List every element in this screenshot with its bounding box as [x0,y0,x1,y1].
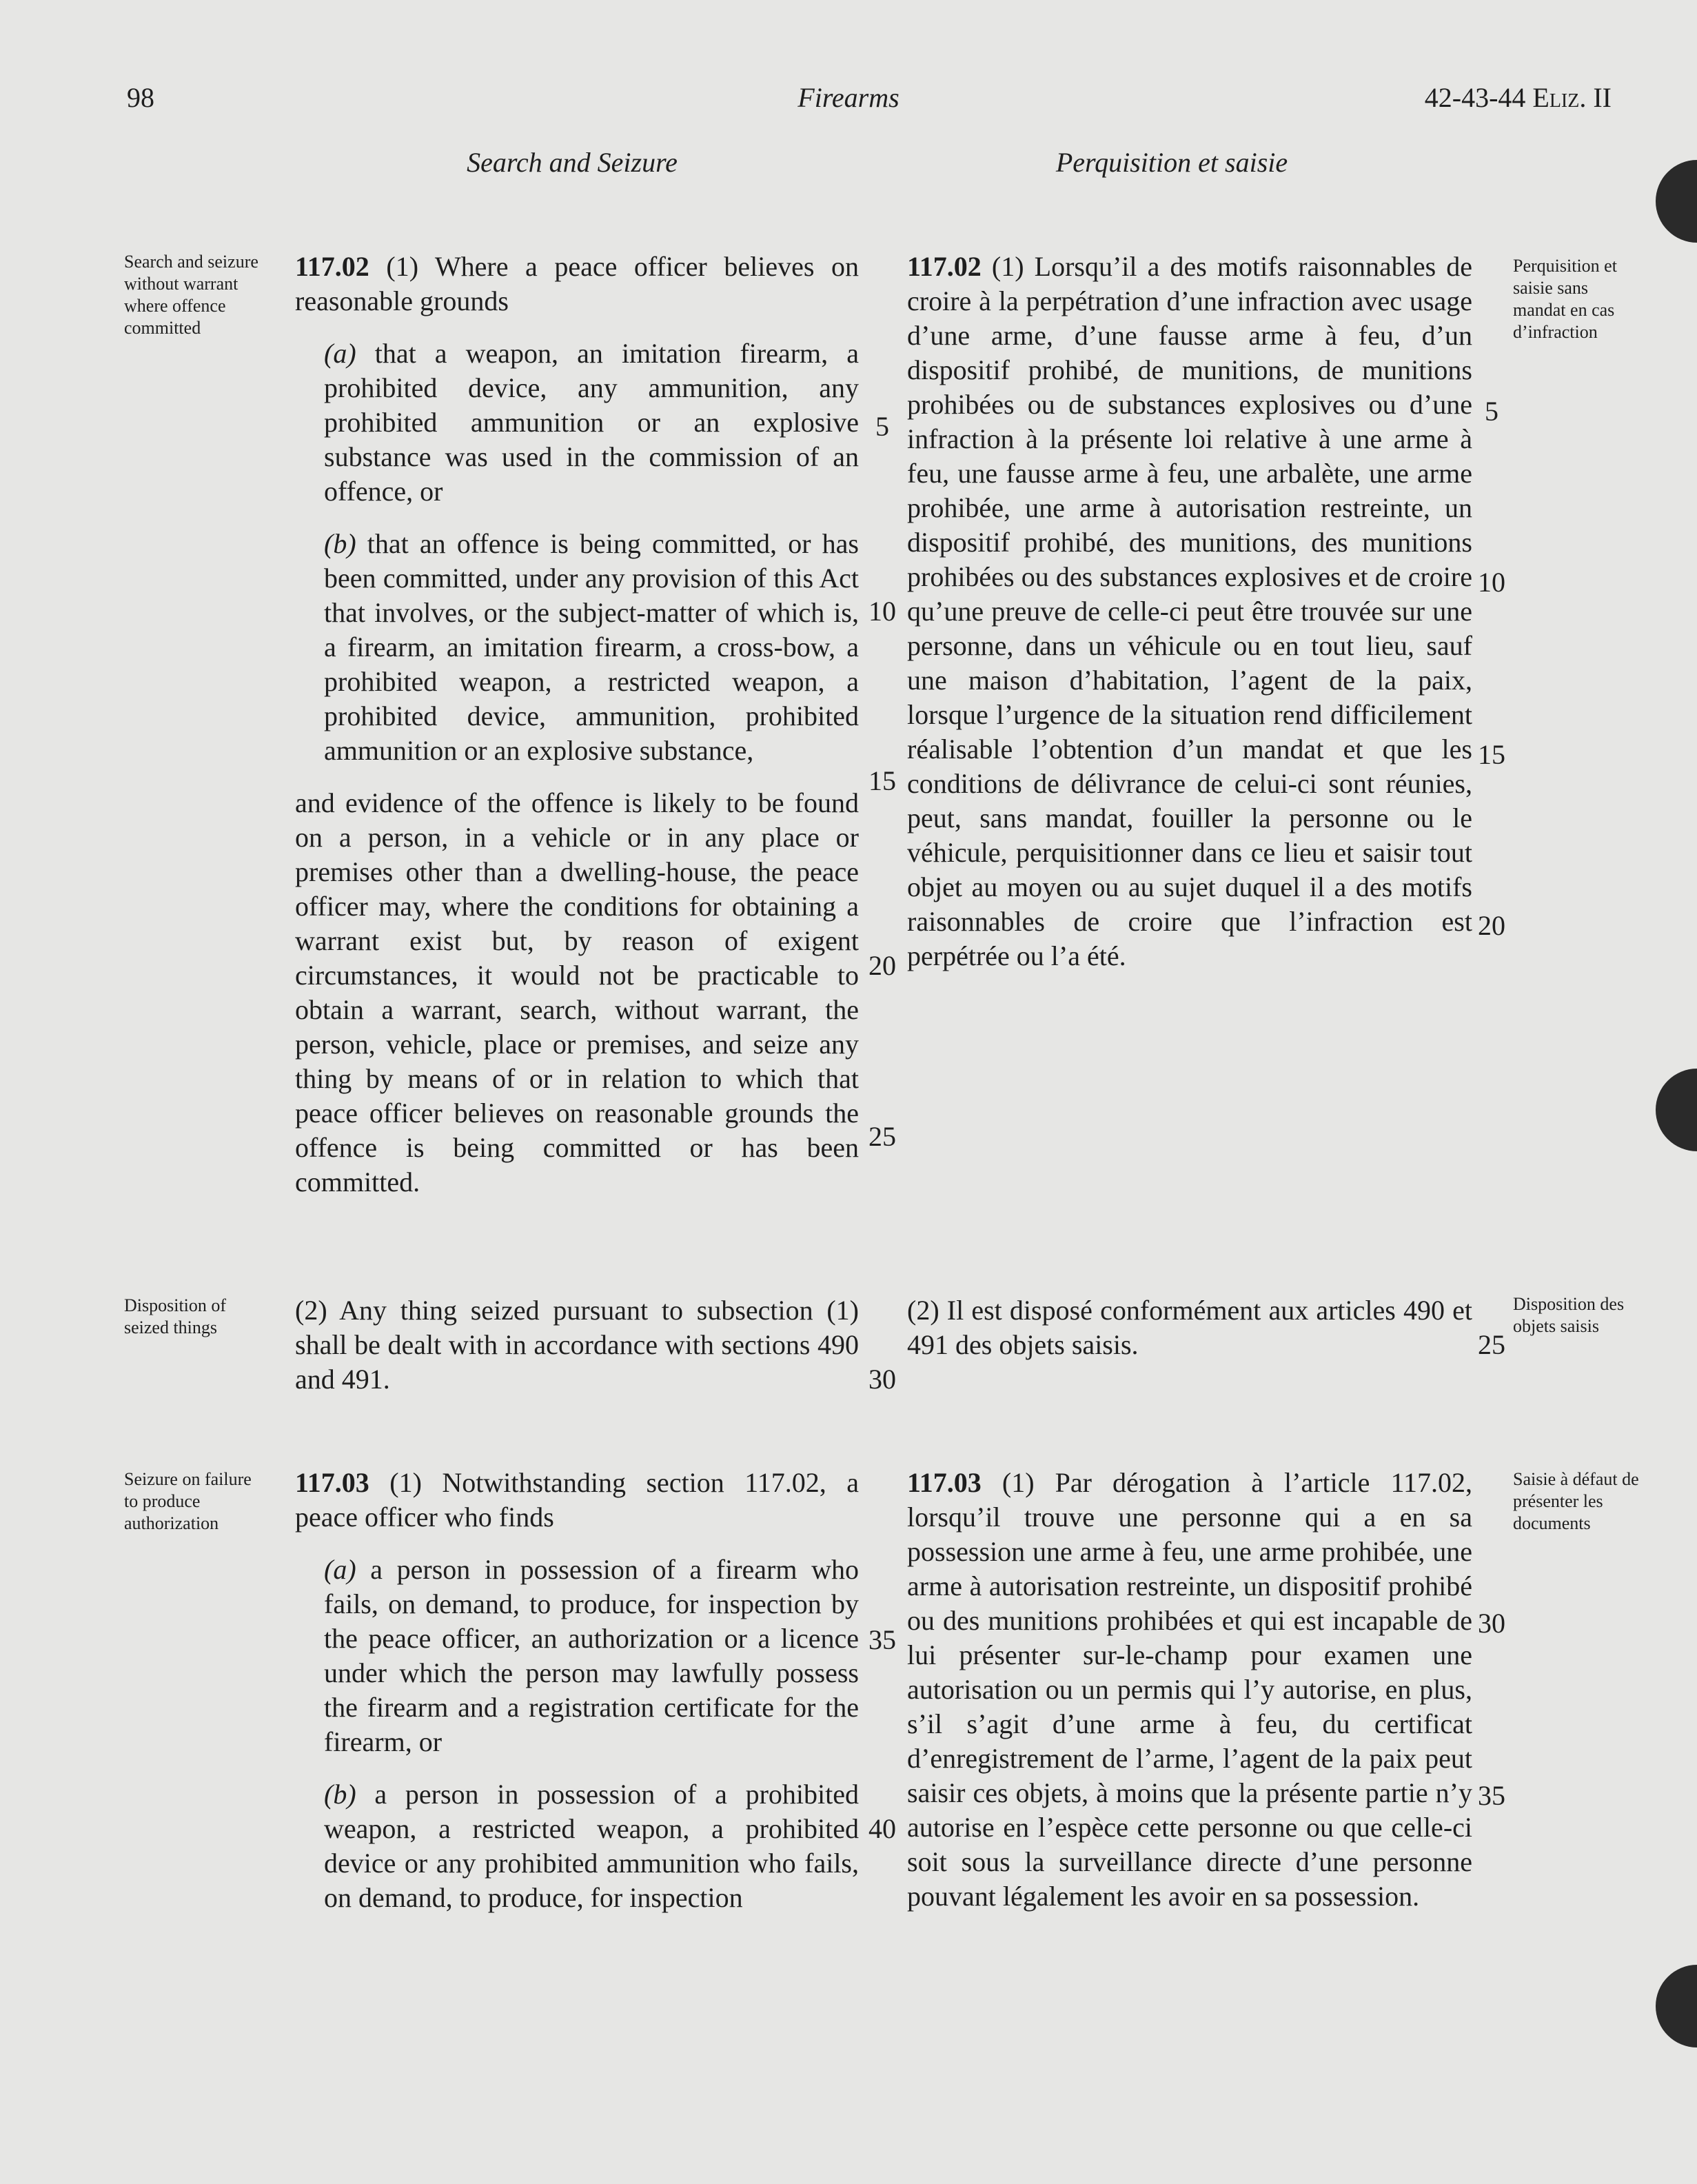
marginal-note-search-without-warrant: Search and seizure without warrant where offence committed [124,252,258,338]
binder-hole [1656,160,1697,243]
binder-hole [1656,1965,1697,2048]
french-section-117-02: 117.02 (1) Lorsqu’il a des motifs raisonnables de croire à la perpétration d’une infraction avec usage d’une arme, d’une fausse arme à feu, d’un dispositif prohibé, de munitions, de munitions prohibées ou de substances explosives ou d’une infraction à la présente loi relative à une arme à feu, une fausse arme à feu, une arbalète, une arme prohibée, une arme à autorisation restreinte, un dispositif prohibé, des munitions, des munitions prohibées ou des substances explosives et de croire qu’une preuve de celle-ci peut être trouvée sur une personne, dans un véhicule ou en tout lieu, sauf une maison d’habitation, l’agent de la paix, lorsque l’urgence de la situation rend difficilement réalisable l’obtention d’un mandat et que les conditions de délivrance de celui-ci sont réunies, peut, sans mandat, fouiller la personne ou le véhicule, perquisitionner dans ce lieu et saisir tout objet au moyen ou au sujet duquel il a des motifs raisonnables de croire que l’infraction est perpétrée ou l’a été. [907,251,1472,971]
english-section-117-02-2: (2) Any thing seized pursuant to subsection (1) shall be dealt with in accordance with sections 490 and 491. [295,1295,859,1395]
marginal-note-disposition-fr: Disposition des objets saisis [1513,1294,1625,1336]
binder-hole [1656,1069,1697,1151]
line-number: 40 [868,1813,896,1844]
section-intro: 117.03 (1) Notwithstanding section 117.02, a peace officer who finds [295,1467,859,1533]
line-number: 25 [868,1121,896,1152]
section-intro: 117.02 (1) Where a peace officer believes on reasonable grounds [295,251,859,316]
line-number: 5 [1485,396,1498,427]
paragraph-a: (a) a person in possession of a firearm who fails, on demand, to produce, for inspection by the peace officer, an authorization or a licence under which the person may lawfully possess the firearm and a registration certificate for the firearm, or [324,1554,859,1757]
marginal-note-saisie: Saisie à défaut de présenter les documents [1513,1469,1639,1533]
line-number: 10 [1478,567,1505,598]
page-number: 98 [127,82,154,113]
french-section-117-02-2: (2) Il est disposé conformément aux articles 490 et 491 des objets saisis. [907,1295,1472,1360]
paragraph-b: (b) a person in possession of a prohibited weapon, a restricted weapon, a prohibited device or any prohibited ammunition who fails, on demand, to produce, for inspection [324,1779,859,1913]
french-subtitle: Perquisition et saisie [1055,147,1288,178]
paragraph-a: (a) that a weapon, an imitation firearm, a prohibited device, any ammunition, any prohibited ammunition or an explosive substance was used in the commission of an offence, or [324,338,859,507]
marginal-note-perquisition: Perquisition et saisie sans mandat en cas d’infraction [1513,256,1617,342]
marginal-note-seizure-on-failure: Seizure on failure to produce authorization [124,1469,252,1533]
line-number: 35 [1478,1780,1505,1811]
paragraph-b: (b) that an offence is being committed, or has been committed, under any provision of this Act that involves, or the subject-matter of which is, a firearm, an imitation firearm, a cross-bow, a prohibited weapon, a restricted weapon, a prohibited device, ammunition, prohibited ammunition or an explosive substance, [324,528,859,766]
line-number: 35 [868,1624,896,1655]
section-tail: and evidence of the offence is likely to be found on a person, in a vehicle or in any place or premises other than a dwelling-house, the peace officer may, where the conditions for obtaining a warrant exist but, by reason of exigent circumstances, it would not be practicable to obtain a warrant, search, without warrant, the person, vehicle, place or premises, and seize any thing by means of or in relation to which that peace officer believes on reasonable grounds the offence is being committed or has been committed. [295,787,859,1197]
english-subtitle: Search and Seizure [467,147,678,178]
line-number: 5 [875,411,889,442]
regnal-year: 42-43-44 Eliz. II [1424,82,1612,113]
line-number: 25 [1478,1329,1505,1360]
line-number: 10 [868,596,896,627]
page-title: Firearms [797,82,900,113]
line-number: 15 [868,765,896,796]
english-section-117-03 [295,1466,859,1915]
line-number: 30 [868,1364,896,1395]
line-number: 20 [868,950,896,981]
english-section-117-02 [295,250,859,1200]
line-number: 20 [1478,910,1505,941]
line-number: 15 [1478,739,1505,770]
french-section-117-03: 117.03 (1) Par dérogation à l’article 117.02, lorsqu’il trouve une personne qui a en sa possession une arme à feu, une arme prohibée, une arme à autorisation restreinte, un dispositif prohibé ou des munitions prohibées et qui est incapable de lui présenter sur-le-champ pour examen une autorisation ou un permis qui l’y autorise, en plus, s’il s’agit d’une arme à feu, du certificat d’enregistrement de l’arme, l’agent de la paix peut saisir ces objets, à moins que la présente partie n’y autorise en l’espèce cette personne ou que celle-ci soit sous la surveillance directe d’une personne pouvant légalement les avoir en sa possession. [907,1467,1472,1912]
line-number: 30 [1478,1608,1505,1639]
marginal-note-disposition: Disposition of seized things [124,1295,227,1337]
